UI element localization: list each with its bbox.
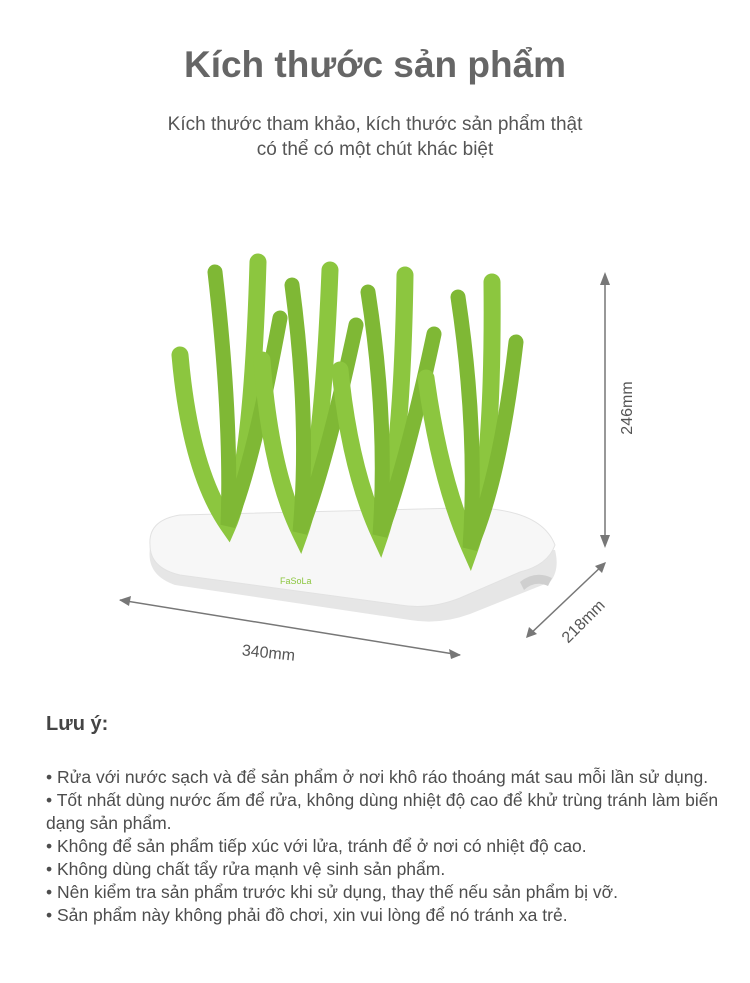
page-title: Kích thước sản phẩm — [183, 44, 567, 85]
note-item: • Nên kiểm tra sản phẩm trước khi sử dụng, thay thế nếu sản phẩm bị vỡ. — [46, 881, 726, 904]
height-dimension — [600, 272, 636, 548]
drying-rack-stems — [180, 262, 516, 548]
brand-logo: FaSoLa — [280, 576, 312, 586]
note-item: • Tốt nhất dùng nước ấm để rửa, không dùng nhiệt độ cao để khử trùng tránh làm biến dạng sản phẩm. — [46, 789, 726, 835]
drying-rack-base — [150, 508, 557, 622]
product-illustration — [0, 225, 750, 685]
subtitle-line-2: có thể có một chút khác biệt — [256, 139, 494, 160]
height-label: 246mm — [619, 381, 636, 435]
note-item: • Không để sản phẩm tiếp xúc với lửa, tránh để ở nơi có nhiệt độ cao. — [46, 835, 726, 858]
subtitle-line-1: Kích thước tham khảo, kích thước sản phẩm thật — [167, 114, 583, 135]
page-subtitle — [95, 112, 655, 162]
length-label: 340mm — [241, 642, 296, 665]
note-item: • Rửa với nước sạch và để sản phẩm ở nơi khô ráo thoáng mát sau mỗi lần sử dụng. — [46, 766, 726, 789]
note-item: • Không dùng chất tẩy rửa mạnh vệ sinh sản phẩm. — [46, 858, 726, 881]
note-item: • Sản phẩm này không phải đồ chơi, xin vui lòng để nó tránh xa trẻ. — [46, 904, 726, 927]
notes-list — [46, 766, 726, 927]
depth-label: 218mm — [558, 596, 609, 647]
notes-heading: Lưu ý: — [46, 713, 109, 735]
